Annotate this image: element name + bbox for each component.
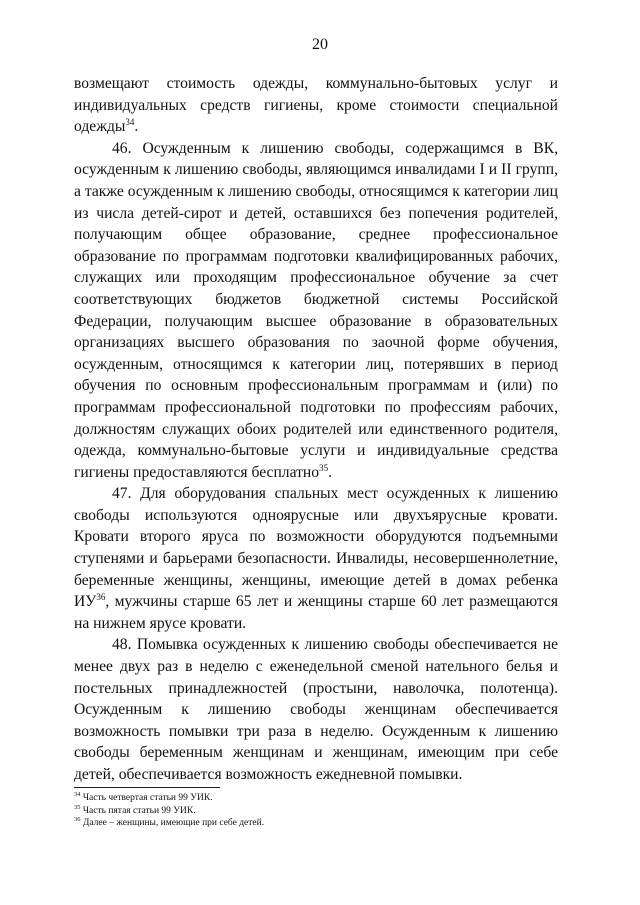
paragraph-text-tail: , мужчины старше 65 лет и женщины старше 60 лет размещаются на нижнем ярусе кровати. xyxy=(74,593,558,632)
footnote-number: 34 xyxy=(74,790,81,798)
paragraph-47 xyxy=(74,483,558,634)
footnote-ref: 36 xyxy=(96,592,106,603)
paragraph-text: 48. Помывка осужденных к лишению свободы обеспечивается не менее двух раз в неделю с еженедельной сменой нательного белья и постельных принадлежностей (простыни, наволочка, полотенца). Осужденным к лишению свободы женщинам обеспечивается возможность помывки три раза в неделю. Осужденным к лишению свободы беременным женщинам и женщинам, имеющим при себе детей, обеспечивается возможность ежедневной помывки. xyxy=(74,636,558,783)
footnote-35 xyxy=(74,805,558,818)
footnote-text: Часть пятая статьи 99 УИК. xyxy=(82,805,196,816)
paragraph-46 xyxy=(74,138,558,484)
footnotes xyxy=(74,792,558,830)
paragraph-45-continuation xyxy=(74,73,558,138)
footnote-34 xyxy=(74,792,558,805)
footnote-text: Далее – женщины, имеющие при себе детей. xyxy=(82,818,265,828)
page-number: 20 xyxy=(312,36,328,53)
footnote-number: 35 xyxy=(74,803,81,811)
footnote-ref: 35 xyxy=(319,462,329,473)
footnote-separator xyxy=(74,787,220,788)
paragraph-text: возмещают стоимость одежды, коммунально-бытовых услуг и индивидуальных средств гигиены, кроме стоимости специальной одежды xyxy=(74,75,558,136)
footnote-36 xyxy=(74,817,558,830)
paragraph-text: 47. Для оборудования спальных мест осужденных к лишению свободы используются одноярусные или двухъярусные кровати. Кровати второго яруса по возможности оборудуются подъемными ступенями и барьерами безопасности. Инвалиды, несовершеннолетние, беременные женщины, женщины, имеющие детей в домах ребенка ИУ xyxy=(74,485,558,611)
footnote-number: 36 xyxy=(74,815,81,823)
footnote-text: Часть четвертая статьи 99 УИК. xyxy=(82,793,213,803)
paragraph-text: 46. Осужденным к лишению свободы, содержащимся в ВК, осужденным к лишению свободы, являющимся инвалидами I и II групп, а также осужденным к лишению свободы, относящимся к категории лиц из числа детей-сирот и детей, оставшихся без попечения родителей, получающим общее образование, среднее профессиональное образование по программам подготовки квалифицированных рабочих, служащих или проходящим профессиональное обучение за счет соответствующих бюджетов бюджетной системы Российской Федерации, получающим высшее образование в образовательных организациях высшего образования по заочной форме обучения, осужденным, относящимся к категории лиц, потерявших в период обучения по основным профессиональным программам и (или) по программам профессиональной подготовки по профессиям рабочих, должностям служащих обоих родителей или единственного родителя, одежда, коммунально-бытовые услуги и индивидуальные средства гигиены предоставляются бесплатно xyxy=(74,139,558,481)
document-body xyxy=(74,73,558,786)
paragraph-text-tail: . xyxy=(328,463,332,481)
footnote-ref: 34 xyxy=(125,117,135,127)
paragraph-48 xyxy=(74,634,558,785)
paragraph-text-tail: . xyxy=(134,118,139,136)
